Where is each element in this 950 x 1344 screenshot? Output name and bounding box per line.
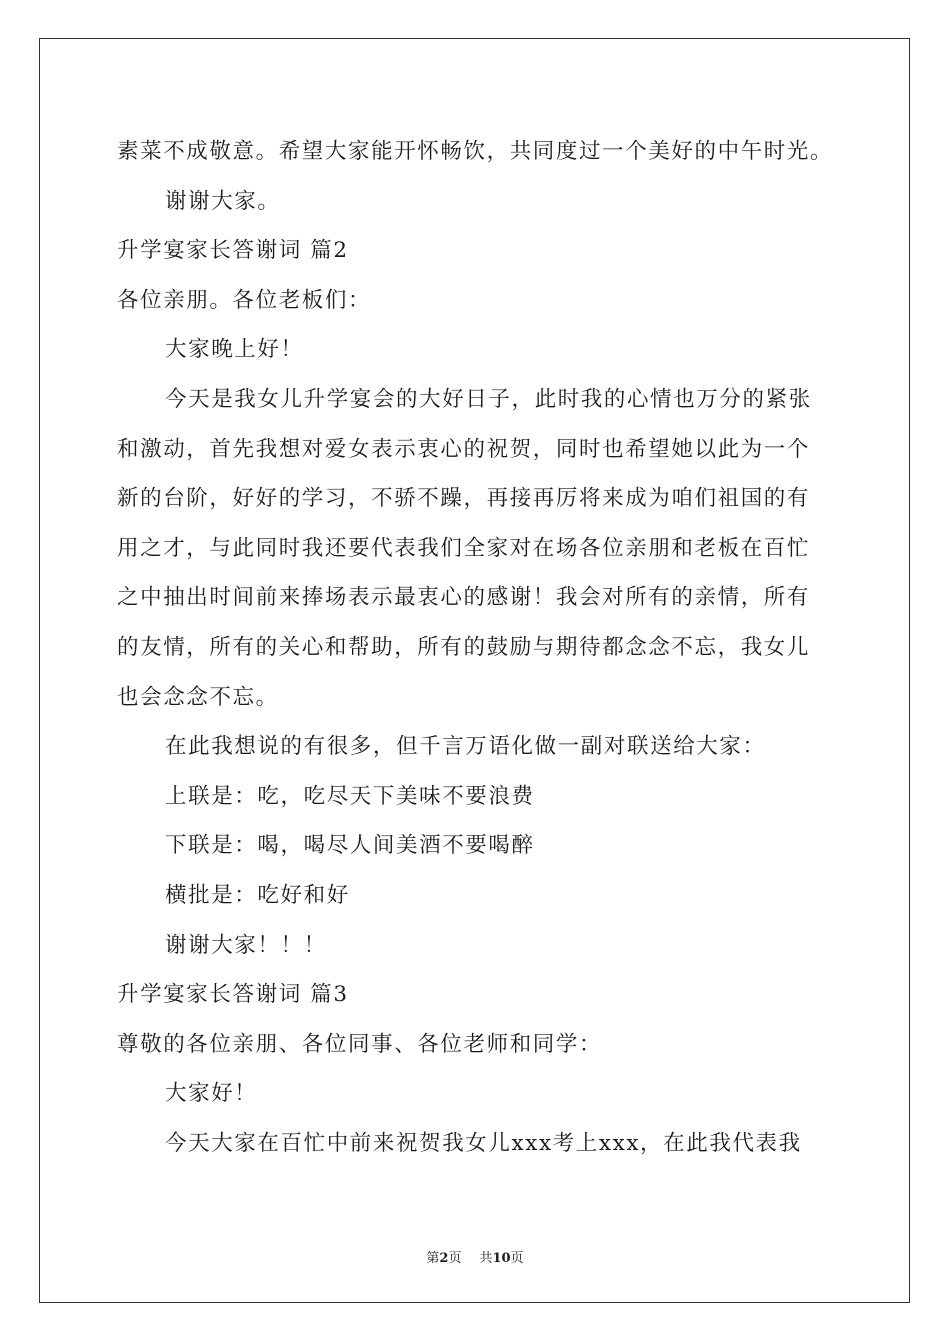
paragraph-line: 谢谢大家！！！ xyxy=(165,932,327,958)
current-page-number: 2 xyxy=(439,1251,449,1266)
paragraph-line: 今天大家在百忙中前来祝贺我女儿xxx考上xxx，在此我代表我 xyxy=(165,1130,802,1156)
paragraph-line: 之中抽出时间前来捧场表示最衷心的感谢！我会对所有的亲情，所有 xyxy=(117,585,811,611)
paragraph-line: 新的台阶，好好的学习，不骄不躁，再接再厉将来成为咱们祖国的有 xyxy=(117,486,811,512)
section-heading: 升学宴家长答谢词 篇3 xyxy=(117,982,349,1008)
page-footer xyxy=(0,1247,950,1266)
paragraph-line: 在此我想说的有很多，但千言万语化做一副对联送给大家： xyxy=(165,734,766,760)
greeting: 大家晚上好！ xyxy=(165,337,304,363)
section-heading: 升学宴家长答谢词 篇2 xyxy=(117,238,349,264)
paragraph-line: 的友情，所有的关心和帮助，所有的鼓励与期待都念念不忘，我女儿 xyxy=(117,634,811,660)
couplet-line: 上联是：吃，吃尽天下美味不要浪费 xyxy=(165,783,535,809)
footer-prefix: 第 xyxy=(426,1251,440,1266)
total-page-number: 10 xyxy=(492,1251,511,1266)
paragraph-line: 素菜不成敬意。希望大家能开怀畅饮，共同度过一个美好的中午时光。 xyxy=(117,139,834,164)
paragraph-line: 谢谢大家。 xyxy=(165,188,281,214)
footer-page-suffix: 页 xyxy=(448,1251,462,1266)
salutation: 各位亲朋。各位老板们： xyxy=(117,287,372,313)
paragraph-line: 用之才，与此同时我还要代表我们全家对在场各位亲朋和老板在百忙 xyxy=(117,535,811,561)
footer-total-prefix: 共 xyxy=(479,1251,493,1266)
paragraph-line: 和激动，首先我想对爱女表示衷心的祝贺，同时也希望她以此为一个 xyxy=(117,436,811,462)
couplet-line: 横批是：吃好和好 xyxy=(165,882,350,908)
couplet-line: 下联是：喝，喝尽人间美酒不要喝醉 xyxy=(165,833,535,859)
paragraph-line: 今天是我女儿升学宴会的大好日子，此时我的心情也万分的紧张 xyxy=(165,386,812,412)
paragraph-line: 也会念念不忘。 xyxy=(117,684,279,710)
footer-total-suffix: 页 xyxy=(510,1251,524,1266)
salutation: 尊敬的各位亲朋、各位同事、各位老师和同学： xyxy=(117,1031,603,1057)
document-body xyxy=(117,127,837,1168)
greeting: 大家好！ xyxy=(165,1081,258,1107)
